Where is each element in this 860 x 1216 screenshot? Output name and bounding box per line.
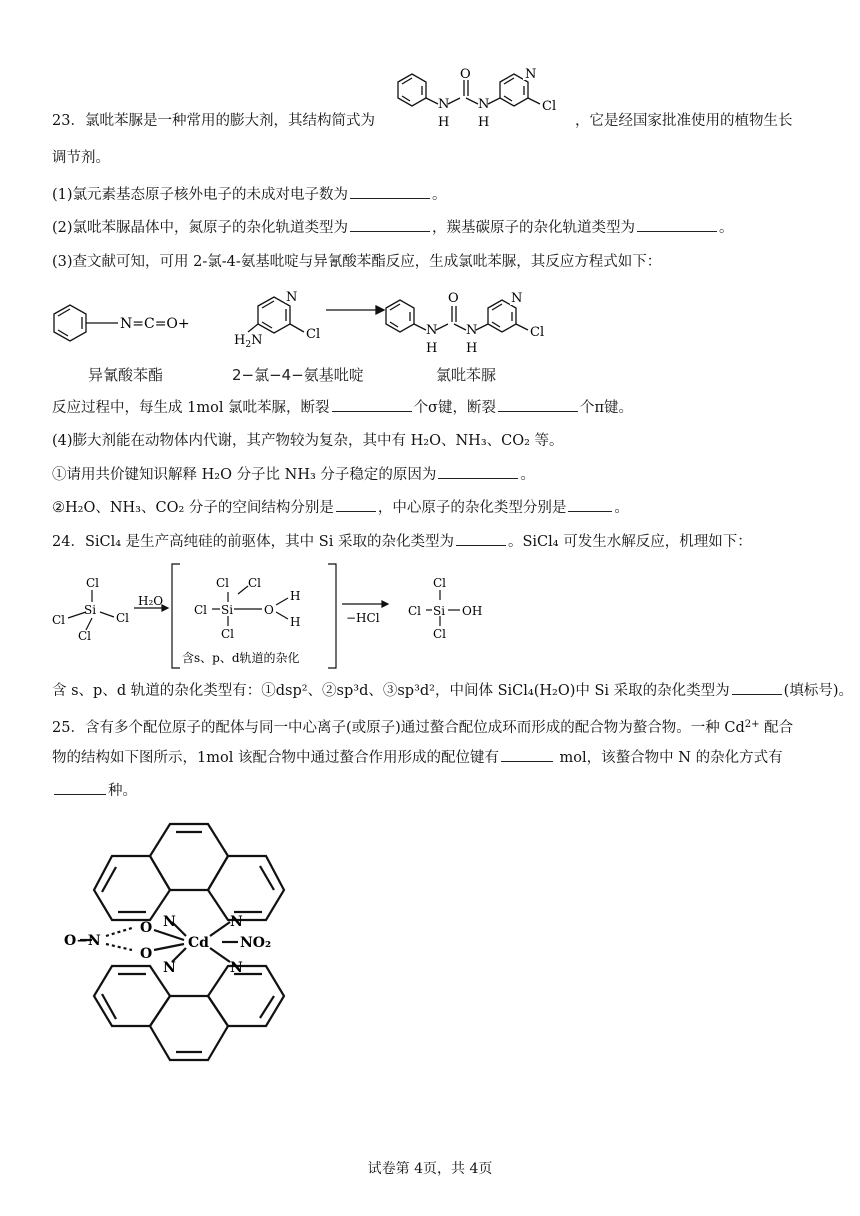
cd-no2: NO₂	[240, 935, 272, 951]
caption-phenyl-isocyanate: 异氰酸苯酯	[88, 366, 164, 384]
pyridine-cl: Cl	[306, 327, 321, 342]
amino-label: $H_2N$	[234, 333, 263, 350]
q23-intro: 23．氯吡苯脲是一种常用的膨大剂，其结构简式为 ，它是经国家批准使用的植物生长	[52, 113, 793, 129]
q25-line3: 种。	[52, 780, 137, 802]
q24-line1: 24．SiCl₄ 是生产高纯硅的前驱体，其中 Si 采取的杂化类型为 。SiCl₄ 可发生水解反应，机理如下：	[52, 531, 752, 553]
urea-struct-n1: N	[438, 97, 450, 112]
q23-intro-cont: 调节剂。	[52, 150, 110, 166]
int-cl-left: Cl	[194, 603, 208, 617]
answer-blank[interactable]	[501, 747, 553, 762]
bracket-note: 含s、p、d轨道的杂化	[182, 651, 300, 665]
cd-o1: O	[140, 920, 153, 936]
q23-part4-1: ①请用共价键知识解释 H₂O 分子比 NH₃ 分子稳定的原因为 。	[52, 464, 535, 486]
caption-aminochloropyridine: 2−氯−4−氨基吡啶	[232, 366, 364, 384]
cd-n1: N	[163, 914, 176, 930]
reaction-scheme	[48, 288, 608, 358]
product-h1: H	[426, 341, 438, 356]
urea-struct-cl: Cl	[542, 99, 557, 114]
answer-blank[interactable]	[498, 397, 578, 412]
int-cl-bottom: Cl	[221, 627, 235, 641]
sicl4-cl-left: Cl	[52, 613, 66, 627]
q25-line1: 25．含有多个配位原子的配体与同一中心离子(或原子)通过螯合配位成环而形成的配合物为螯合物。一种 $Cd^{2+}$ 配合	[52, 719, 794, 736]
q23-part3-question: 反应过程中，每生成 1mol 氯吡苯脲，断裂 个σ键，断裂 个π键。	[52, 397, 633, 419]
answer-blank[interactable]	[438, 464, 518, 479]
q23-part1: (1)氯元素基态原子核外电子的未成对电子数为 。	[52, 184, 447, 206]
cd-n2: N	[230, 914, 243, 930]
urea-struct-n-ring: N	[525, 67, 537, 82]
answer-blank[interactable]	[54, 780, 106, 795]
product-n1: N	[426, 323, 438, 338]
minus-hcl: −HCl	[346, 611, 380, 625]
int-cl-top: Cl	[216, 576, 230, 590]
cd-o-n: O−N	[64, 933, 101, 949]
sicl4-hydrolysis-mechanism	[48, 560, 508, 680]
product-h2: H	[466, 341, 478, 356]
q25-line2: 物的结构如下图所示，1mol 该配合物中通过螯合作用形成的配位键有 mol，该螯合物中 N 的杂化方式有	[52, 747, 783, 769]
q23-part4: (4)膨大剂能在动物体内代谢，其产物较为复杂，其中有 H₂O、NH₃、CO₂ 等。	[52, 433, 564, 449]
page-footer: 试卷第 4页，共 4页	[367, 1161, 493, 1177]
answer-blank[interactable]	[350, 184, 430, 199]
answer-blank[interactable]	[637, 217, 717, 232]
prod-cl-bottom: Cl	[433, 627, 447, 641]
product-cl: Cl	[530, 325, 545, 340]
int-h2: H	[290, 615, 301, 629]
q23-part4-2: ②H₂O、NH₃、CO₂ 分子的空间结构分别是 ，中心原子的杂化类型分别是 。	[52, 497, 629, 519]
answer-blank[interactable]	[456, 531, 506, 546]
nco-label: N=C=O+	[120, 316, 190, 332]
product-n-ring: N	[511, 291, 523, 306]
sicl4-cl-bottom: Cl	[78, 629, 92, 643]
product-o: O	[448, 291, 459, 306]
answer-blank[interactable]	[568, 497, 612, 512]
prod-oh: OH	[462, 604, 483, 618]
sicl4-cl-right: Cl	[116, 611, 130, 625]
urea-struct-n2: N	[478, 97, 490, 112]
cd-n4: N	[230, 960, 243, 976]
h2o-reagent: H₂O	[138, 594, 164, 608]
answer-blank[interactable]	[332, 397, 412, 412]
answer-blank[interactable]	[732, 680, 782, 695]
cd-o2: O	[140, 946, 153, 962]
int-cl-topright: Cl	[248, 576, 262, 590]
q23-part2: (2)氯吡苯脲晶体中，氮原子的杂化轨道类型为 ，羰基碳原子的杂化轨道类型为 。	[52, 217, 734, 239]
sicl4-cl-top: Cl	[86, 576, 100, 590]
sicl4-si: Si	[84, 603, 97, 617]
cd-complex-structure	[60, 812, 320, 1072]
int-o: O	[264, 603, 274, 617]
answer-blank[interactable]	[336, 497, 376, 512]
product-n2: N	[466, 323, 478, 338]
caption-chlorfenuron: 氯吡苯脲	[436, 366, 497, 384]
prod-cl-top: Cl	[433, 576, 447, 590]
int-si: Si	[221, 603, 234, 617]
cd-n3: N	[163, 960, 176, 976]
prod-si: Si	[433, 604, 446, 618]
urea-struct-h1: H	[438, 115, 450, 130]
urea-struct-o: O	[460, 67, 471, 82]
cd-center: Cd	[188, 935, 209, 951]
urea-struct-h2: H	[478, 115, 490, 130]
q24-line2: 含 s、p、d 轨道的杂化类型有：①dsp²、②sp³d、③sp³d²，中间体 SiCl₄(H₂O)中 Si 采取的杂化类型为 (填标号)。	[52, 680, 853, 702]
pyridine-n: N	[286, 290, 298, 305]
int-h1: H	[290, 589, 301, 603]
answer-blank[interactable]	[350, 217, 430, 232]
prod-cl-left: Cl	[408, 604, 422, 618]
q23-part3: (3)查文献可知，可用 2-氯-4-氨基吡啶与异氰酸苯酯反应，生成氯吡苯脲，其反应方程式如下：	[52, 254, 662, 270]
